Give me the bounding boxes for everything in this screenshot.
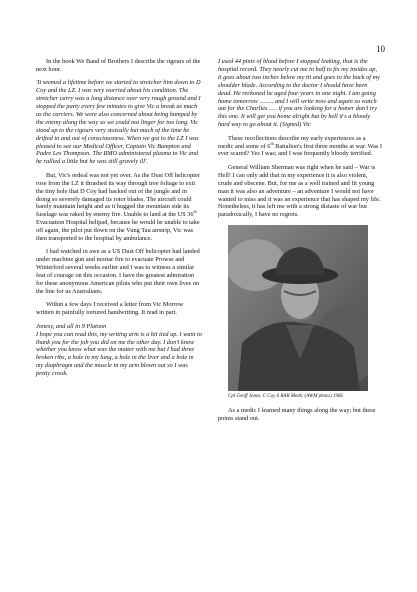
ordinal-suffix: th [193, 209, 197, 215]
letter-salutation: Jonesy, and all in 9 Platoon [36, 322, 107, 330]
dustoff-paragraph [36, 172, 202, 243]
intro-paragraph: In the book We Band of Brothers I describe the rigours of the next hour. [36, 58, 201, 73]
recollections-text-2: Battalion's first three months at war. Was I ever scared? Yes I was; and I was frequently bloody terrified. [218, 142, 383, 158]
recollections-paragraph [218, 135, 382, 159]
dustoff-text-1: But, Vic's ordeal was not yet over. As the Dust Off helicopter rose from the LZ it thrashed its way through tree foliage to exit the tiny hole that D Coy had hacked out of the jungle and in doing so severely damaged its rotor blades. The aircraft could barely maintain height and as it hugged the mountain side its fuselage was raked by enemy fire. Unable to land at the US 36 [36, 171, 200, 219]
letter-excerpt [36, 323, 202, 378]
awe-paragraph: I had watched in awe as a US Dust Off helicopter had landed under machine gun and mortar fire to evacuate Prowse and Winterford several weeks earlier and I was to witness a similar feat of courage on this occasion. I have the greatest admiration for these anonymous American pilots who put their own lives on the line for us Australians. [36, 248, 200, 295]
page-number: 10 [376, 44, 385, 54]
soldier-photo [228, 225, 368, 391]
left-column [36, 58, 202, 378]
medic-paragraph: As a medic I learned many things along the way; but these points stand out. [218, 406, 376, 422]
letter-body: I hope you can read this, my writing arm is a bit tied up. I want to thank you for the job you did on me the other day. I don't know whether you know what was the matter with me but I had three broken ribs, a hole in my lung, a hole in the liver and a hole in my diaphragm and the muscle in my arm blown out so I was pretty crook. [36, 330, 202, 378]
dustoff-text-2: Evacuation Hospital helipad, because he would be unable to take off again, the pilot put down on the Vung Tau airstrip, Vic was then transported to the hospital by ambulance. [36, 219, 200, 243]
recollections-text-1: These recollections describe my early experiences as a medic and some of 6 [218, 134, 366, 150]
sherman-paragraph: General William Sherman was right when he said – War is Hell! I can only add that in my experience it is also violent, crude and obscene. But, for me as a well trained and fit young man it was also an adventure – an adventure I would not have wanted to miss and it was an experience that has shaped my life. Nonetheless, it has left me with a strong distaste of war but paradoxically, I have no regrets. [218, 163, 381, 219]
book-quote: 'It seemed a lifetime before we started to stretcher him down to D Coy and the LZ. I was very worried about his condition. The stretcher carry was a long distance over very rough ground and I stopped the party every few minutes to give Vic a break as much as the carriers. We were also concerned about being bumped by the enemy along the way so we could not linger for too long. Vic stood up to the rigours very stoically but much of the time he drifted in and out of consciousness. When we got to the LZ I was pleased to see our Medical Officer, Captain Vic Bampton and Padre Les Thompson. The RMO administered plasma to Vic and he rallied a little but he was still gravely ill'. [36, 79, 201, 166]
soldier-photo-illustration [228, 225, 368, 391]
photo-caption: Cpl Geoff Jones, C Coy 6 RAR Medic (AWM photo) 1966 [228, 393, 343, 399]
right-column [218, 58, 382, 428]
letter-continuation: I used 44 pints of blood before I stopped leaking, that is the hospital record. They nearly cut me in half to fix my insides up, it goes about two inches below my tit and goes to the back of my shoulder blade. According to the doctor I should have been dead. He reckoned he aged four years in one night. I am going home tomorrow ......... and I will write now and again so watch out for the Charlies ..... if you are looking for a homer don't try this one. It will get you home alright but by hell it's a bloody hard way to go about it. (Signed) Vic [218, 58, 380, 129]
letter-intro-paragraph: Within a few days I received a letter from Vic Morrow written in painfully tortured handwriting. It read in part. [36, 301, 184, 317]
ordinal-suffix: th [270, 140, 274, 146]
photo-block [228, 225, 382, 400]
